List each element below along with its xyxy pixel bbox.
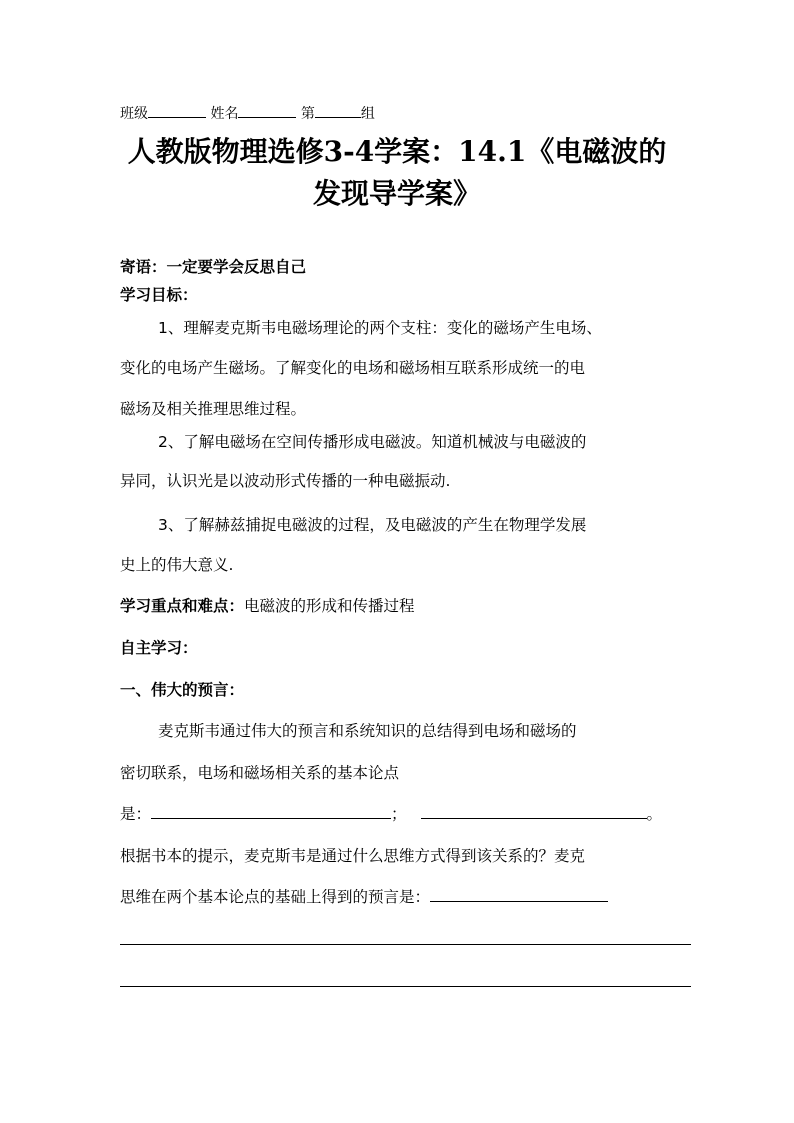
motto-text: 一定要学会反思自己	[166, 258, 307, 276]
objective-3-line-2: 史上的伟大意义.	[120, 556, 234, 574]
student-info-header	[120, 103, 375, 123]
key-points-label: 学习重点和难点：	[120, 597, 245, 615]
motto-label: 寄语：	[120, 258, 167, 276]
answer-rule-2[interactable]	[120, 986, 691, 987]
class-label: 班级	[120, 106, 148, 122]
group-blank[interactable]	[315, 103, 361, 118]
objective-3-line-1: 3、了解赫兹捕捉电磁波的过程，及电磁波的产生在物理学发展	[158, 516, 587, 534]
question-line-2-text: 思维在两个基本论点的基础上得到的预言是：	[120, 888, 431, 906]
key-points-text: 电磁波的形成和传播过程	[244, 597, 415, 615]
name-blank[interactable]	[238, 103, 296, 118]
page-title-line1: 人教版物理选修3-4学案：14.1《电磁波的	[127, 135, 667, 168]
group-prefix: 第	[300, 106, 315, 122]
name-label: 姓名	[210, 106, 239, 122]
question-line-1: 根据书本的提示，麦克斯韦是通过什么思维方式得到该关系的？麦克	[120, 847, 586, 865]
section1-line-1: 麦克斯韦通过伟大的预言和系统知识的总结得到电场和磁场的	[158, 722, 577, 740]
self-study-heading: 自主学习：	[120, 639, 198, 657]
group-suffix: 组	[360, 106, 375, 122]
answer-blank-1[interactable]	[151, 804, 391, 819]
motto	[120, 255, 306, 277]
objective-2-line-1: 2、了解电磁场在空间传播形成电磁波。知道机械波与电磁波的	[158, 433, 587, 451]
answer-blank-2[interactable]	[421, 804, 647, 819]
objective-1-line-3: 磁场及相关推理思维过程。	[120, 400, 307, 418]
objectives-heading: 学习目标：	[120, 286, 198, 304]
section1-heading: 一、伟大的预言：	[120, 681, 245, 699]
question-line-2	[120, 885, 608, 907]
class-blank[interactable]	[148, 103, 206, 118]
fill-end: 。	[646, 805, 663, 823]
objective-2-line-2: 异同，认识光是以波动形式传播的一种电磁振动.	[120, 472, 451, 490]
fill-in-line	[120, 802, 662, 824]
section1-line-2: 密切联系，电场和磁场相关系的基本论点	[120, 764, 400, 782]
answer-rule-1[interactable]	[120, 944, 691, 945]
objective-1-line-1: 1、理解麦克斯韦电磁场理论的两个支柱：变化的磁场产生电场、	[158, 319, 602, 337]
page-title-line2: 发现导学案》	[312, 177, 481, 210]
fill-prefix: 是：	[120, 805, 152, 823]
objective-1-line-2: 变化的电场产生磁场。了解变化的电场和磁场相互联系形成统一的电	[120, 359, 586, 377]
fill-separator: ；	[391, 805, 407, 823]
answer-blank-3[interactable]	[430, 887, 608, 902]
key-points	[120, 594, 415, 616]
